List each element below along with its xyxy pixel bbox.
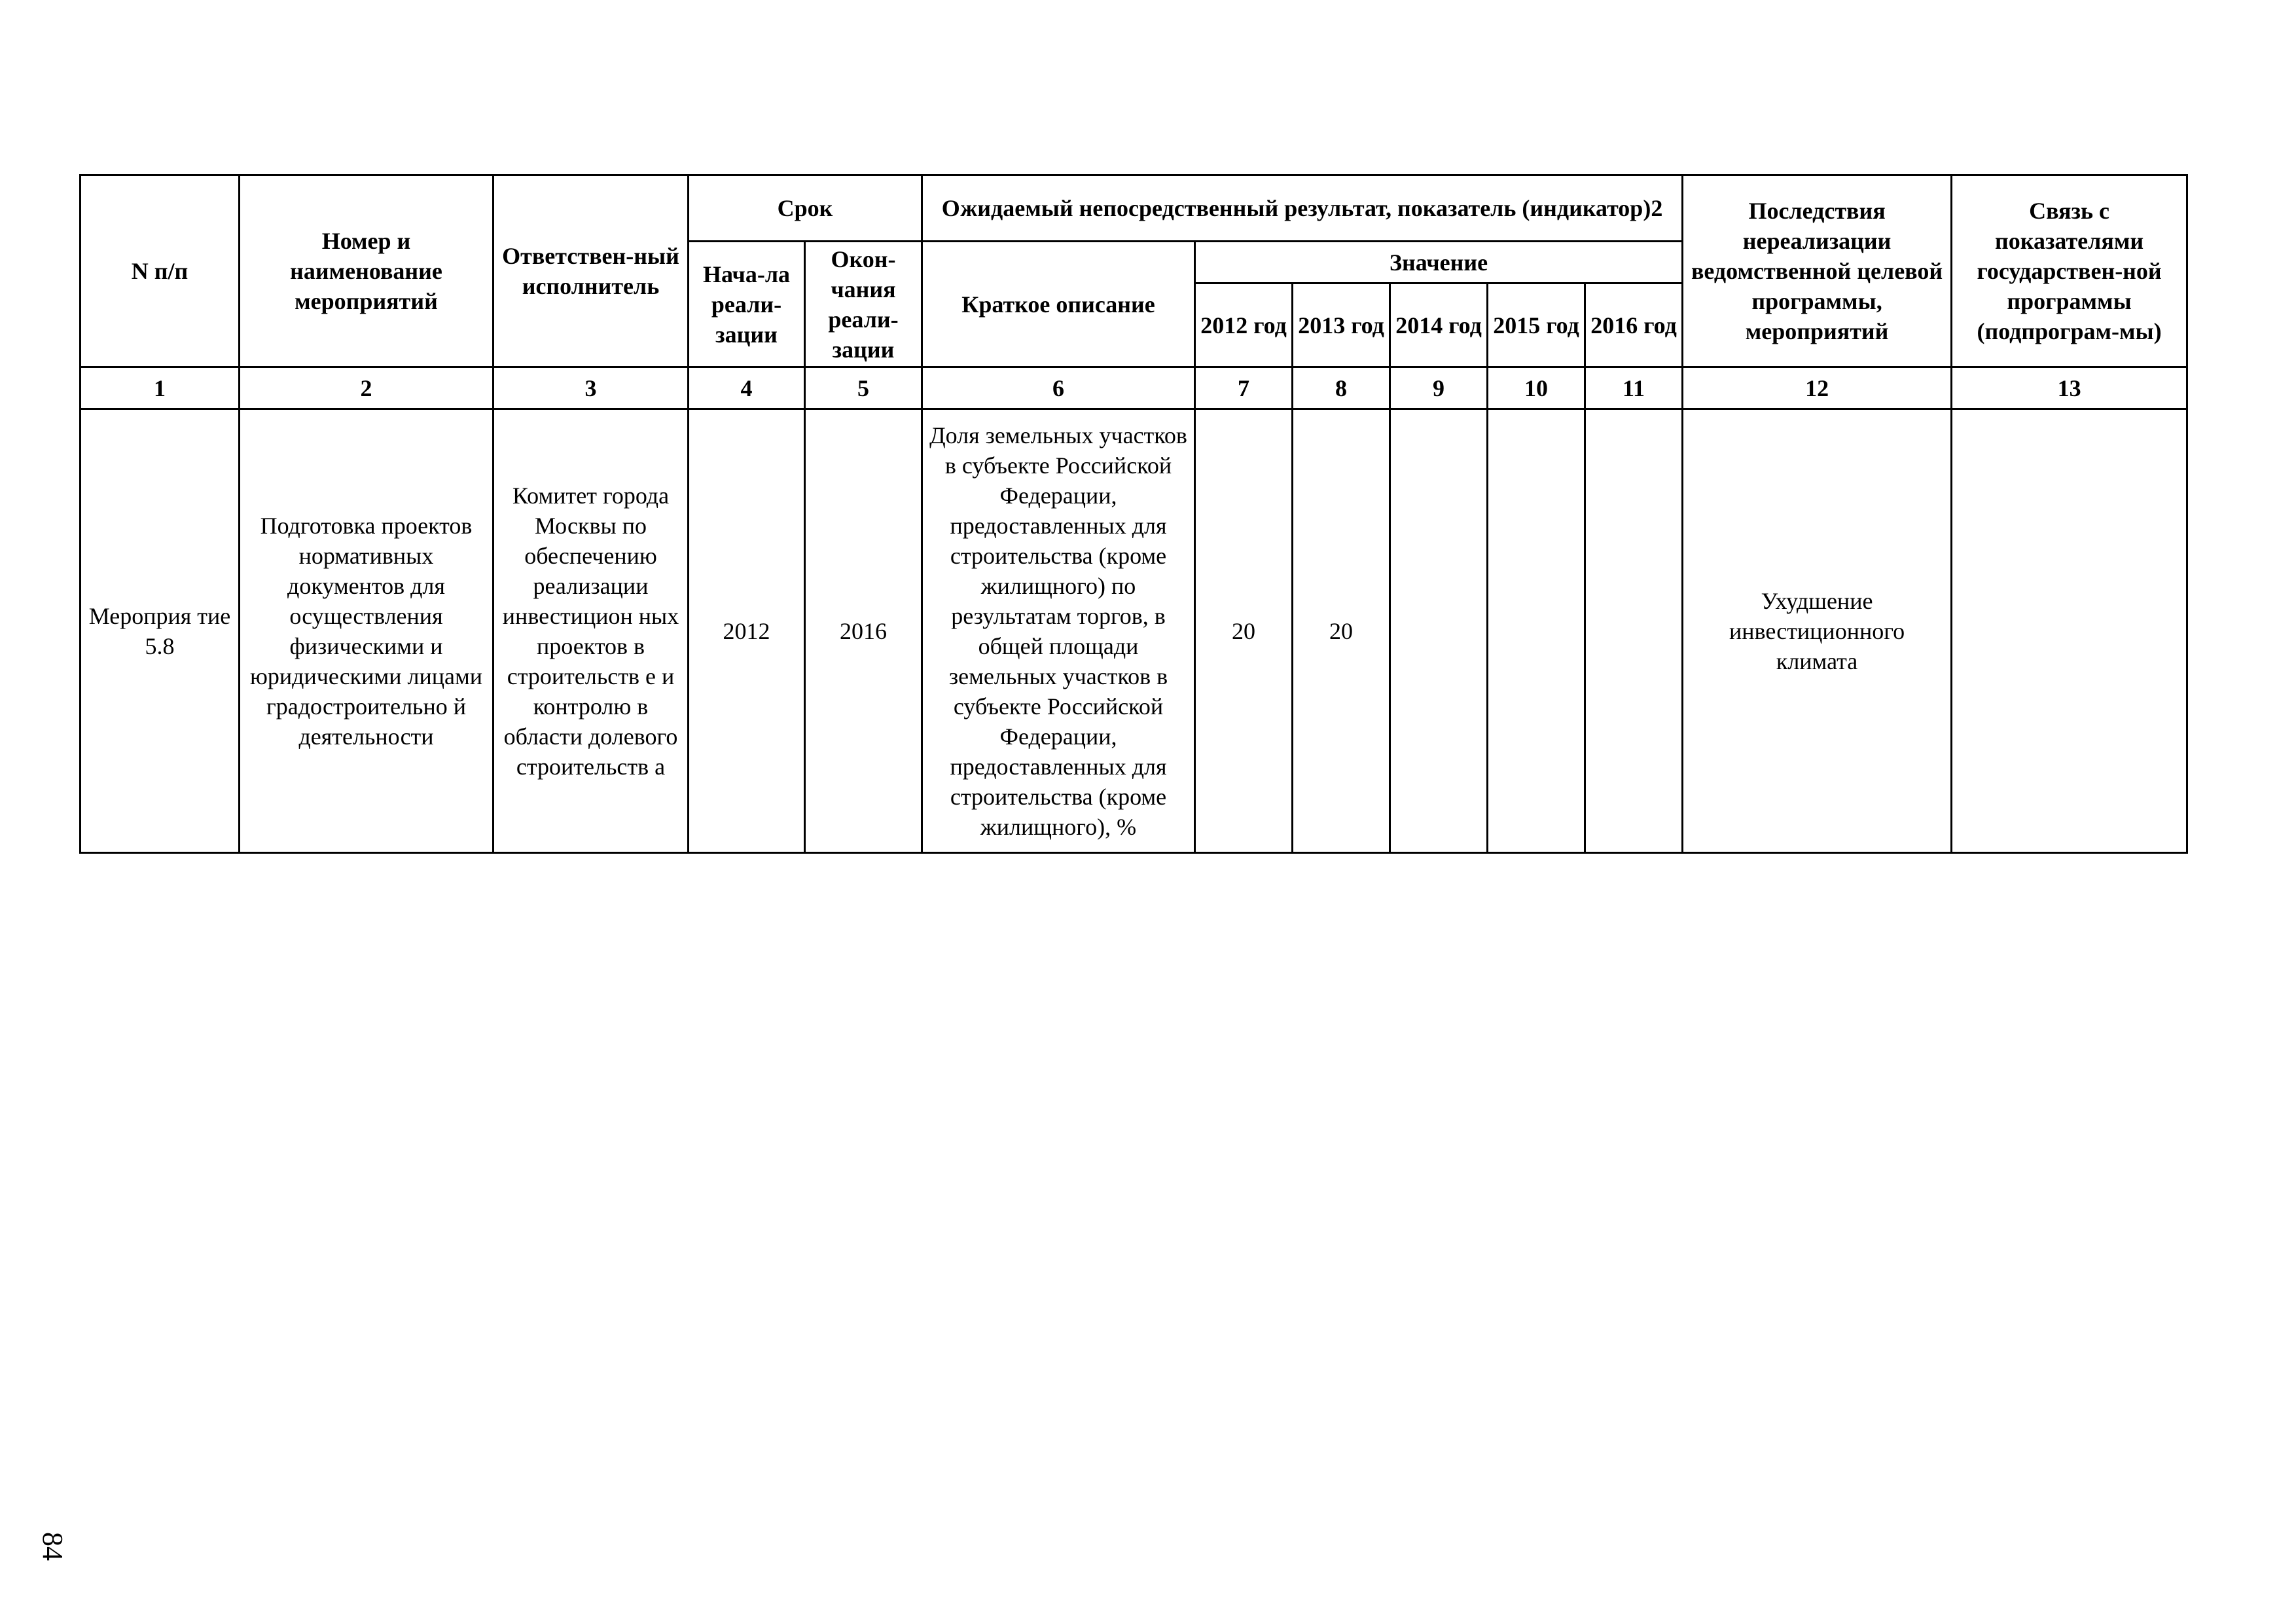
header-consequences: Последствия нереализации ведомственной целевой программы, мероприятий bbox=[1683, 175, 1952, 367]
header-year-2013: 2013 год bbox=[1293, 283, 1390, 367]
program-events-table bbox=[79, 174, 2188, 854]
cell-value-2015 bbox=[1488, 409, 1585, 853]
header-start: Нача-ла реали-зации bbox=[689, 242, 805, 367]
cell-value-2016 bbox=[1585, 409, 1683, 853]
page-number: 84 bbox=[37, 1532, 69, 1561]
header-term: Срок bbox=[689, 175, 922, 242]
cell-event-name: Подготовка проектов нормативных документов для осуществления физическими и юридическими лицами градостроительно й деятельности bbox=[240, 409, 493, 853]
header-year-2014: 2014 год bbox=[1390, 283, 1488, 367]
header-value: Значение bbox=[1195, 242, 1683, 283]
column-number: 8 bbox=[1293, 367, 1390, 409]
cell-end: 2016 bbox=[805, 409, 922, 853]
column-number: 7 bbox=[1195, 367, 1293, 409]
cell-link bbox=[1952, 409, 2187, 853]
header-short-desc: Краткое описание bbox=[922, 242, 1195, 367]
header-year-2012: 2012 год bbox=[1195, 283, 1293, 367]
header-responsible: Ответствен-ный исполнитель bbox=[493, 175, 689, 367]
header-end: Окон-чания реали-зации bbox=[805, 242, 922, 367]
header-n-pp: N п/п bbox=[81, 175, 240, 367]
cell-responsible: Комитет города Москвы по обеспечению реализации инвестицион ных проектов в строительств е и контролю в области долевого строительств а bbox=[493, 409, 689, 853]
cell-value-2013: 20 bbox=[1293, 409, 1390, 853]
column-number: 3 bbox=[493, 367, 689, 409]
header-link: Связь с показателями государствен-ной программы (подпрограм-мы) bbox=[1952, 175, 2187, 367]
table-row bbox=[81, 409, 2187, 853]
header-event-name: Номер и наименование мероприятий bbox=[240, 175, 493, 367]
header-expected-result: Ожидаемый непосредственный результат, показатель (индикатор)2 bbox=[922, 175, 1683, 242]
column-number: 4 bbox=[689, 367, 805, 409]
column-number: 12 bbox=[1683, 367, 1952, 409]
cell-short-desc: Доля земельных участков в субъекте Российской Федерации, предоставленных для строительства (кроме жилищного) по результатам торгов, в общей площади земельных участков в субъекте Российской Федерации, предоставленных для строительства (кроме жилищного), % bbox=[922, 409, 1195, 853]
column-numbers-row bbox=[81, 367, 2187, 409]
header-year-2016: 2016 год bbox=[1585, 283, 1683, 367]
cell-n-pp: Мероприя тие 5.8 bbox=[81, 409, 240, 853]
header-row-1 bbox=[81, 175, 2187, 242]
column-number: 6 bbox=[922, 367, 1195, 409]
column-number: 10 bbox=[1488, 367, 1585, 409]
column-number: 5 bbox=[805, 367, 922, 409]
column-number: 9 bbox=[1390, 367, 1488, 409]
cell-consequences: Ухудшение инвестиционного климата bbox=[1683, 409, 1952, 853]
cell-value-2014 bbox=[1390, 409, 1488, 853]
column-number: 2 bbox=[240, 367, 493, 409]
cell-start: 2012 bbox=[689, 409, 805, 853]
header-year-2015: 2015 год bbox=[1488, 283, 1585, 367]
column-number: 13 bbox=[1952, 367, 2187, 409]
cell-value-2012: 20 bbox=[1195, 409, 1293, 853]
column-number: 1 bbox=[81, 367, 240, 409]
column-number: 11 bbox=[1585, 367, 1683, 409]
